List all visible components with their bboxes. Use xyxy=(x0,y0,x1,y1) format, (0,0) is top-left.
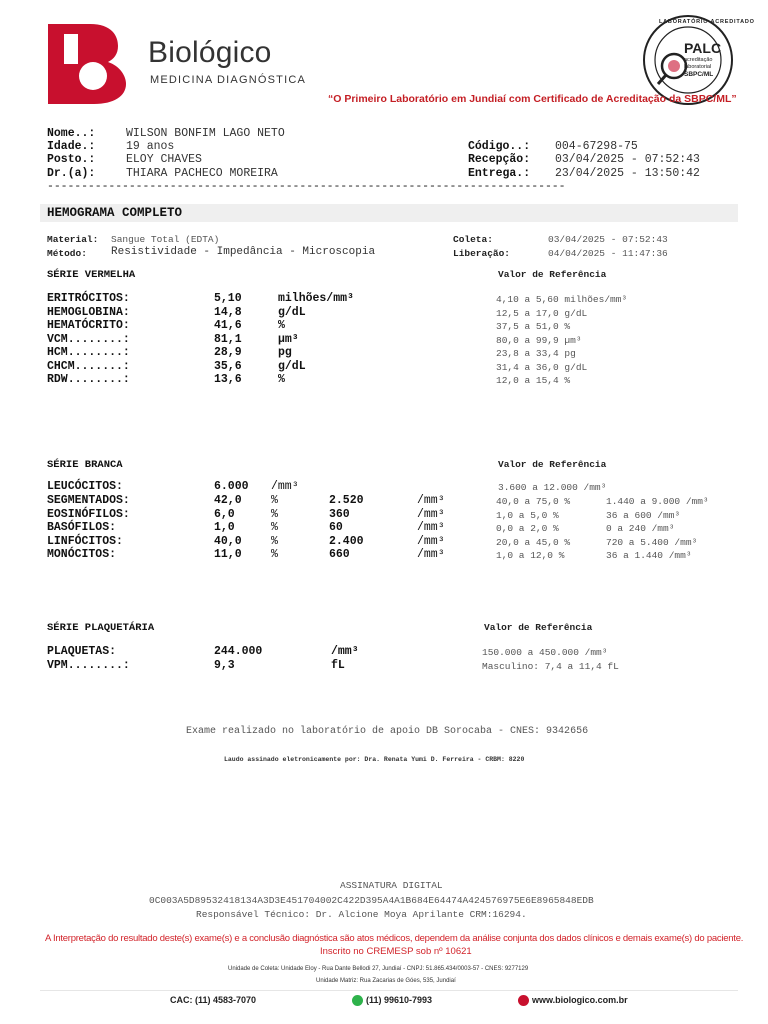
result-name: MONÓCITOS: xyxy=(47,548,117,561)
footer-divider xyxy=(40,990,738,991)
separator-line: ---------------------------------------------------------------------------- xyxy=(47,180,566,193)
patient-age: 19 anos xyxy=(126,140,175,153)
result-name: VPM........: xyxy=(47,658,130,672)
result-value: 41,6 xyxy=(214,319,242,332)
leuco-name: LEUCÓCITOS: xyxy=(47,480,123,493)
result-name: RDW........: xyxy=(47,373,130,386)
result-reference: 12,0 a 15,4 % xyxy=(496,375,571,386)
serie-plaq-ref-title: Valor de Referência xyxy=(484,622,593,633)
result-absolute: 2.400 xyxy=(329,534,364,548)
result-absolute: 660 xyxy=(329,548,350,561)
result-value: 244.000 xyxy=(214,645,263,658)
seal-line3: SBPC/ML xyxy=(684,71,714,78)
reference-percent: 1,0 a 5,0 % xyxy=(496,509,559,521)
material-label: Material: xyxy=(47,234,99,245)
absolute-unit: /mm³ xyxy=(417,534,445,548)
patient-doctor: THIARA PACHECO MOREIRA xyxy=(126,167,278,180)
serie-plaq-title: SÉRIE PLAQUETÁRIA xyxy=(47,622,155,634)
percent-unit: % xyxy=(271,534,278,548)
slogan: “O Primeiro Laboratório em Jundiaí com Certificado de Acreditação da SBPC/ML” xyxy=(328,93,737,105)
absolute-unit: /mm³ xyxy=(417,521,445,534)
material-value: Sangue Total (EDTA) xyxy=(111,234,220,245)
result-unit: % xyxy=(278,319,285,332)
reference-absolute: 720 a 5.400 /mm³ xyxy=(606,536,698,548)
result-unit: /mm³ xyxy=(331,645,359,658)
patient-post: ELOY CHAVES xyxy=(126,153,202,166)
seal-line1: acreditação xyxy=(684,57,713,63)
reference-percent: 20,0 a 45,0 % xyxy=(496,536,571,548)
website-link[interactable]: www.biologico.com.br xyxy=(532,995,628,1005)
exam-title: HEMOGRAMA COMPLETO xyxy=(47,206,183,220)
method-label: Método: xyxy=(47,248,87,259)
seal-ring-text: LABORATÓRIO ACREDITADO xyxy=(659,19,755,25)
coleta-label: Coleta: xyxy=(453,234,493,245)
result-name: BASÓFILOS: xyxy=(47,521,117,534)
result-name: VCM........: xyxy=(47,332,130,346)
result-percent: 1,0 xyxy=(214,521,235,534)
result-name: LINFÓCITOS: xyxy=(47,534,123,548)
patient-name: WILSON BONFIM LAGO NETO xyxy=(126,127,285,140)
digital-signature-hash: 0C003A5D89532418134A3D3E451704002C422D395A4A1B684E64474A424576975E6E8965848EDB xyxy=(149,895,594,906)
result-reference: 80,0 a 99,9 µm³ xyxy=(496,334,582,346)
cremesp-note: Inscrito no CREMESP sob nº 10621 xyxy=(320,946,472,957)
result-name: HCM........: xyxy=(47,346,130,359)
reference-absolute: 36 a 1.440 /mm³ xyxy=(606,550,692,561)
patient-code: 004-67298-75 xyxy=(555,140,638,153)
result-name: SEGMENTADOS: xyxy=(47,494,130,507)
signed-by-note: Laudo assinado eletronicamente por: Dra. Renata Yumi D. Ferreira - CRBM: 8220 xyxy=(224,756,525,763)
reference-percent: 0,0 a 2,0 % xyxy=(496,523,559,534)
result-percent: 40,0 xyxy=(214,534,242,548)
result-unit: g/dL xyxy=(278,305,306,319)
result-reference: 37,5 a 51,0 % xyxy=(496,321,571,332)
seal-line2: laboratorial xyxy=(684,64,712,70)
result-value: 28,9 xyxy=(214,346,242,359)
deliv-label: Entrega.: xyxy=(468,167,531,180)
result-percent: 6,0 xyxy=(214,507,235,521)
whatsapp-icon xyxy=(352,995,363,1006)
result-unit: fL xyxy=(331,658,345,672)
result-unit: pg xyxy=(278,346,292,359)
absolute-unit: /mm³ xyxy=(417,548,445,561)
result-absolute: 360 xyxy=(329,507,350,521)
result-value: 5,10 xyxy=(214,292,242,305)
serie-vermelha-title: SÉRIE VERMELHA xyxy=(47,269,136,281)
result-name: ERITRÓCITOS: xyxy=(47,292,130,305)
result-absolute: 2.520 xyxy=(329,494,364,507)
leuco-value: 6.000 xyxy=(214,480,249,493)
result-unit: µm³ xyxy=(278,332,299,346)
result-name: HEMOGLOBINA: xyxy=(47,305,130,319)
recv-label: Recepção: xyxy=(468,153,531,166)
biologico-logo-icon xyxy=(48,24,132,104)
result-value: 13,6 xyxy=(214,373,242,386)
result-unit: g/dL xyxy=(278,359,306,373)
technical-responsible: Responsável Técnico: Dr. Alcione Moya Aprilante CRM:16294. xyxy=(196,909,527,920)
result-reference: 12,5 a 17,0 g/dL xyxy=(496,307,588,319)
percent-unit: % xyxy=(271,494,278,507)
code-label: Código..: xyxy=(468,140,531,153)
result-reference: 23,8 a 33,4 pg xyxy=(496,348,576,359)
serie-branca-ref-title: Valor de Referência xyxy=(498,459,607,470)
result-reference: 31,4 a 36,0 g/dL xyxy=(496,361,588,373)
reference-absolute: 0 a 240 /mm³ xyxy=(606,523,675,534)
result-reference: 4,10 a 5,60 milhões/mm³ xyxy=(496,294,628,305)
result-name: HEMATÓCRITO: xyxy=(47,319,130,332)
name-label: Nome..: xyxy=(47,127,96,140)
leuco-ref: 3.600 a 12.000 /mm³ xyxy=(498,482,607,493)
post-label: Posto.: xyxy=(47,153,96,166)
absolute-unit: /mm³ xyxy=(417,494,445,507)
whatsapp-phone[interactable]: (11) 99610-7993 xyxy=(366,995,433,1005)
doctor-label: Dr.(a): xyxy=(47,167,96,180)
liberacao-label: Liberação: xyxy=(453,248,511,259)
result-name: CHCM.......: xyxy=(47,359,130,373)
result-name: PLAQUETAS: xyxy=(47,645,117,658)
digital-signature-title: ASSINATURA DIGITAL xyxy=(340,880,443,891)
result-percent: 11,0 xyxy=(214,548,242,561)
brand-logo xyxy=(48,24,132,104)
exam-location-note: Exame realizado no laboratório de apoio DB Sorocaba - CNES: 9342656 xyxy=(186,726,589,737)
percent-unit: % xyxy=(271,507,278,521)
serie-branca-title: SÉRIE BRANCA xyxy=(47,459,123,471)
result-percent: 42,0 xyxy=(214,494,242,507)
reference-percent: 40,0 a 75,0 % xyxy=(496,496,571,507)
patient-deliv: 23/04/2025 - 13:50:42 xyxy=(555,167,700,180)
unit-collection-address: Unidade de Coleta: Unidade Eloy - Rua Dante Bellodi 27, Jundiaí - CNPJ: 51.865.434/0003-57 - CNES: 9277129 xyxy=(228,966,529,972)
result-absolute: 60 xyxy=(329,521,343,534)
brand-subtitle: MEDICINA DIAGNÓSTICA xyxy=(150,74,307,86)
reference-absolute: 36 a 600 /mm³ xyxy=(606,509,681,521)
result-value: 9,3 xyxy=(214,658,235,672)
leuco-unit: /mm³ xyxy=(271,480,299,493)
brand-name: Biológico xyxy=(148,36,272,69)
result-value: 35,6 xyxy=(214,359,242,373)
reference-absolute: 1.440 a 9.000 /mm³ xyxy=(606,496,709,507)
result-reference: Masculino: 7,4 a 11,4 fL xyxy=(482,660,619,672)
method-value: Resistividade - Impedância - Microscopia xyxy=(111,246,376,258)
patient-recv: 03/04/2025 - 07:52:43 xyxy=(555,153,700,166)
result-value: 81,1 xyxy=(214,332,242,346)
unit-matrix-address: Unidade Matriz: Rua Zacarias de Góes, 535, Jundiaí xyxy=(316,978,456,984)
disclaimer: A Interpretação do resultado deste(s) exame(s) e a conclusão diagnóstica são atos médicos, dependem da análise conjunta dos dados clínicos e demais exame(s) do paciente. xyxy=(45,933,744,944)
age-label: Idade.: xyxy=(47,140,96,153)
cac-phone[interactable]: CAC: (11) 4583-7070 xyxy=(170,995,257,1005)
result-unit: milhões/mm³ xyxy=(278,292,354,305)
result-name: EOSINÓFILOS: xyxy=(47,507,130,521)
absolute-unit: /mm³ xyxy=(417,507,445,521)
seal-main-text: PALC xyxy=(684,40,722,56)
result-value: 14,8 xyxy=(214,305,242,319)
result-reference: 150.000 a 450.000 /mm³ xyxy=(482,647,608,658)
coleta-value: 03/04/2025 - 07:52:43 xyxy=(548,234,668,245)
serie-vermelha-ref-title: Valor de Referência xyxy=(498,269,607,280)
site-icon xyxy=(518,995,529,1006)
liberacao-value: 04/04/2025 - 11:47:36 xyxy=(548,248,668,259)
result-unit: % xyxy=(278,373,285,386)
reference-percent: 1,0 a 12,0 % xyxy=(496,550,565,561)
percent-unit: % xyxy=(271,548,278,561)
percent-unit: % xyxy=(271,521,278,534)
